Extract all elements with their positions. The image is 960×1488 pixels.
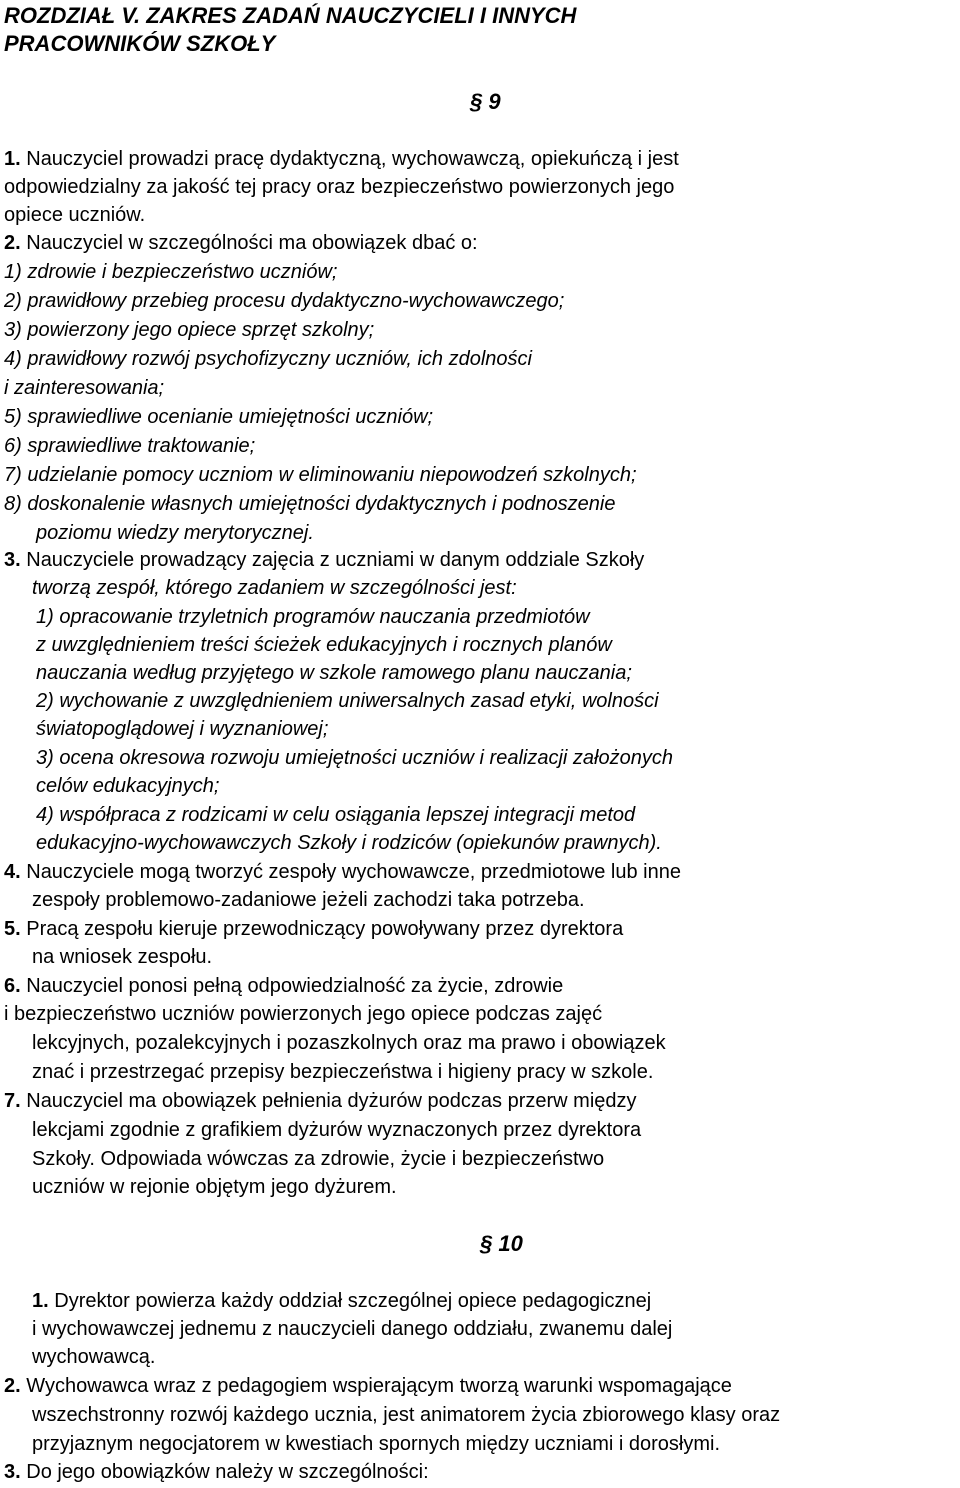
paragraph-text: edukacyjno-wychowawczych Szkoły i rodziców (opiekunów prawnych). <box>36 832 662 854</box>
paragraph-text: Do jego obowiązków należy w szczególności: <box>20 1461 429 1483</box>
paragraph-text: nauczania według przyjętego w szkole ramowego planu nauczania; <box>36 662 632 684</box>
paragraph-text: tworzą zespół, którego zadaniem w szczególności jest: <box>32 577 517 599</box>
section10-line <box>32 1287 651 1315</box>
paragraph-text: z uwzględnieniem treści ścieżek edukacyjnych i rocznych planów <box>36 634 612 656</box>
paragraph-text: przyjaznym negocjatorem w kwestiach spornych między uczniami i dorosłymi. <box>32 1433 721 1455</box>
paragraph-text: Wychowawca wraz z pedagogiem wspierającym tworzą warunki wspomagające <box>20 1375 732 1397</box>
paragraph-text: 4) współpraca z rodzicami w celu osiągania lepszej integracji metod <box>36 804 636 826</box>
paragraph-number: 3. <box>4 549 21 571</box>
section9-line <box>32 886 585 914</box>
paragraph-text: Dyrektor powierza każdy oddział szczególnej opiece pedagogicznej <box>48 1290 652 1312</box>
paragraph-number: 3. <box>4 1461 21 1483</box>
paragraph-text: 5) sprawiedliwe ocenianie umiejętności uczniów; <box>4 406 434 428</box>
section9-line <box>4 972 563 1000</box>
section9-line <box>32 1029 666 1057</box>
paragraph-number: 5. <box>4 918 21 940</box>
paragraph-text: Szkoły. Odpowiada wówczas za zdrowie, życie i bezpieczeństwo <box>32 1148 605 1170</box>
paragraph-text: na wniosek zespołu. <box>32 946 213 968</box>
section9-line <box>4 546 644 574</box>
section9-line <box>36 519 314 547</box>
section9-line <box>36 659 632 687</box>
paragraph-text: znać i przestrzegać przepisy bezpieczeństwa i higieny pracy w szkole. <box>32 1061 654 1083</box>
paragraph-text: Nauczyciel ponosi pełną odpowiedzialność za życie, zdrowie <box>20 975 564 997</box>
section9-line <box>4 858 681 886</box>
section9-line <box>4 173 674 201</box>
section9-line <box>36 829 662 857</box>
section10-line <box>4 1372 732 1400</box>
paragraph-text: światopoglądowej i wyznaniowej; <box>36 718 329 740</box>
chapter-title <box>4 2 576 58</box>
paragraph-number: 2. <box>4 1375 21 1397</box>
paragraph-text: lekcyjnych, pozalekcyjnych i pozaszkolnych oraz ma prawo i obowiązek <box>32 1032 666 1054</box>
paragraph-text: poziomu wiedzy merytorycznej. <box>36 522 314 544</box>
paragraph-text: 2) prawidłowy przebieg procesu dydaktyczno-wychowawczego; <box>4 290 565 312</box>
paragraph-text: celów edukacyjnych; <box>36 775 220 797</box>
section9-line <box>4 915 623 943</box>
paragraph-text: wychowawcą. <box>32 1346 156 1368</box>
section9-line <box>4 229 478 257</box>
section9-line <box>4 258 338 286</box>
paragraph-text: odpowiedzialny za jakość tej pracy oraz bezpieczeństwo powierzonych jego <box>4 176 675 198</box>
section9-line <box>32 1145 604 1173</box>
section9-line <box>4 403 433 431</box>
paragraph-text: Pracą zespołu kieruje przewodniczący powoływany przez dyrektora <box>20 918 624 940</box>
section9-line <box>32 943 212 971</box>
paragraph-text: 4) prawidłowy rozwój psychofizyczny uczniów, ich zdolności <box>4 348 532 370</box>
section9-line <box>36 744 673 772</box>
paragraph-text: 1) opracowanie trzyletnich programów nauczania przedmiotów <box>36 606 590 628</box>
paragraph-number: 7. <box>4 1090 21 1112</box>
section-9-heading: § 9 <box>470 89 501 114</box>
section9-line <box>36 687 659 715</box>
paragraph-text: Nauczyciele mogą tworzyć zespoły wychowawcze, przedmiotowe lub inne <box>20 861 681 883</box>
paragraph-text: Nauczyciel w szczególności ma obowiązek dbać o: <box>20 232 478 254</box>
paragraph-text: i bezpieczeństwo uczniów powierzonych jego opiece podczas zajęć <box>4 1003 603 1025</box>
paragraph-text: 1) zdrowie i bezpieczeństwo uczniów; <box>4 261 338 283</box>
paragraph-number: 1. <box>4 148 21 170</box>
section10-line <box>4 1458 429 1486</box>
section10-line <box>32 1343 155 1371</box>
paragraph-text: 2) wychowanie z uwzględnieniem uniwersalnych zasad etyki, wolności <box>36 690 659 712</box>
section9-line <box>4 1000 602 1028</box>
paragraph-text: wszechstronny rozwój każdego ucznia, jest animatorem życia zbiorowego klasy oraz <box>32 1404 781 1426</box>
paragraph-text: Nauczyciel prowadzi pracę dydaktyczną, wychowawczą, opiekuńczą i jest <box>20 148 679 170</box>
section9-line <box>4 145 679 173</box>
paragraph-text: lekcjami zgodnie z grafikiem dyżurów wyznaczonych przez dyrektora <box>32 1119 642 1141</box>
paragraph-text: Nauczyciel ma obowiązek pełnienia dyżurów podczas przerw między <box>20 1090 637 1112</box>
section9-line <box>4 374 164 402</box>
paragraph-number: 4. <box>4 861 21 883</box>
section9-line <box>4 201 145 229</box>
paragraph-text: i wychowawczej jednemu z nauczycieli danego oddziału, zwanemu dalej <box>32 1318 673 1340</box>
section9-line <box>4 287 564 315</box>
paragraph-text: uczniów w rejonie objętym jego dyżurem. <box>32 1176 397 1198</box>
section9-line <box>36 603 590 631</box>
chapter-title-line-2: PRACOWNIKÓW SZKOŁY <box>4 31 276 56</box>
section9-line <box>36 772 219 800</box>
section10-line <box>32 1430 720 1458</box>
section9-line <box>36 715 328 743</box>
paragraph-number: 2. <box>4 232 21 254</box>
paragraph-text: 8) doskonalenie własnych umiejętności dydaktycznych i podnoszenie <box>4 493 616 515</box>
section9-line <box>4 345 532 373</box>
chapter-title-line-1: ROZDZIAŁ V. ZAKRES ZADAŃ NAUCZYCIELI I INNYCH <box>4 3 577 28</box>
paragraph-text: 3) ocena okresowa rozwoju umiejętności uczniów i realizacji założonych <box>36 747 673 769</box>
paragraph-text: i zainteresowania; <box>4 377 165 399</box>
section9-line <box>4 432 255 460</box>
section9-line <box>32 574 517 602</box>
section9-line <box>36 801 635 829</box>
section10-line <box>32 1315 672 1343</box>
paragraph-text: zespoły problemowo-zadaniowe jeżeli zachodzi taka potrzeba. <box>32 889 585 911</box>
section9-line <box>4 1087 637 1115</box>
section9-line <box>4 490 615 518</box>
section10-line <box>32 1401 780 1429</box>
paragraph-text: 7) udzielanie pomocy uczniom w eliminowaniu niepowodzeń szkolnych; <box>4 464 637 486</box>
paragraph-text: 3) powierzony jego opiece sprzęt szkolny; <box>4 319 375 341</box>
section-10-heading: § 10 <box>480 1231 523 1256</box>
paragraph-text: Nauczyciele prowadzący zajęcia z uczniami w danym oddziale Szkoły <box>20 549 645 571</box>
section9-line <box>32 1173 397 1201</box>
section9-line <box>4 461 637 489</box>
section9-line <box>32 1116 641 1144</box>
paragraph-text: opiece uczniów. <box>4 204 146 226</box>
paragraph-number: 6. <box>4 975 21 997</box>
paragraph-text: 6) sprawiedliwe traktowanie; <box>4 435 256 457</box>
section9-line <box>32 1058 653 1086</box>
section9-line <box>36 631 612 659</box>
section9-line <box>4 316 374 344</box>
paragraph-number: 1. <box>32 1290 49 1312</box>
